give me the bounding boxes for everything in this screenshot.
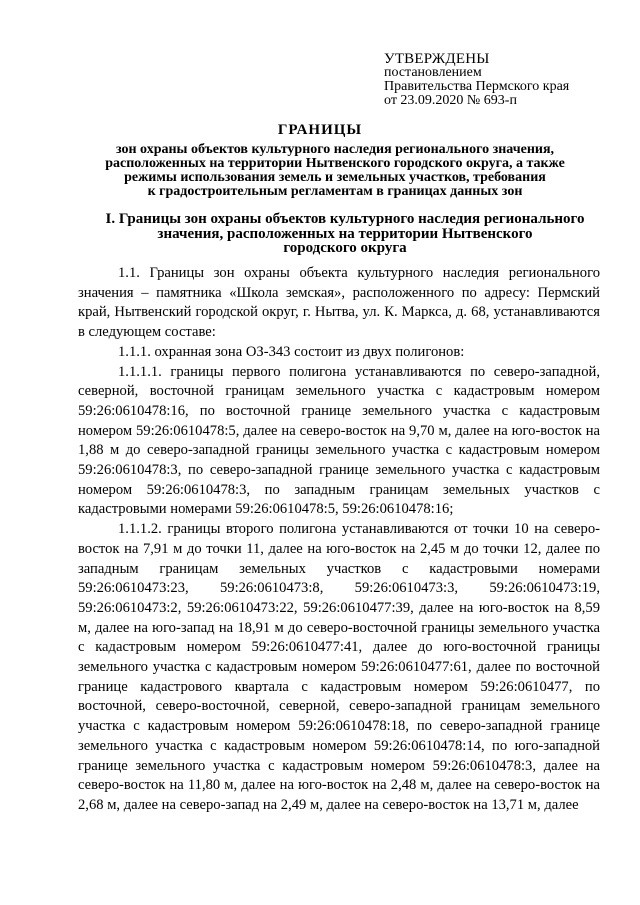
approval-line-3: от 23.09.2020 № 693-п — [384, 93, 517, 108]
paragraph-1-1-1-2: 1.1.1.2. границы второго полигона устанавливаются от точки 10 на северо-восток на 7,91 м до точки 11, далее на юго-восток на 2,45 м до точки 12, далее по западным границам земельных участков с кадастровыми номерами 59:26:0610473:23, 59:26:0610473:8, 59:26:0610473:3, 59:26:0610473:19, 59:26:0610473:2, 59:26:0610473:22, 59:26:0610477:39, далее на юго-восток на 8,59 м, далее на юго-запад на 18,91 м до северо-восточной границы земельного участка с кадастровым номером 59:26:0610477:41, далее до юго-восточной границы земельного участка с кадастровым номером 59:26:0610477:61, далее по восточной границе кадастрового квартала с кадастровым номером 59:26:0610477, по восточной, северо-восточной, северной, северо-западной границам земельного участка с кадастровым номером 59:26:0610478:18, по северо-западной границе земельного участка с кадастровым номером 59:26:0610478:14, по юго-западной границе земельного участка с кадастровым номером 59:26:0610478:3, далее на северо-восток на 11,80 м, далее на юго-восток на 2,48 м, далее на северо-восток на 2,68 м, далее на северо-запад на 2,49 м, далее на северо-восток на 13,71 м, далее — [78, 521, 600, 813]
subtitle-line: режимы использования земель и земельных участков, требования — [124, 170, 546, 185]
paragraph-1-1: 1.1. Границы зон охраны объекта культурного наследия регионального значения – памятника «Школа земская», расположенного по адресу: Пермский край, Нытвенский городской округ, г. Нытва, ул. К. Маркса, д. 68, устанавливаются в следующем составе: — [78, 265, 600, 341]
subtitle-line: расположенных на территории Нытвенского городского округа, а также — [105, 156, 565, 171]
paragraph-1-1-1-1: 1.1.1.1. границы первого полигона устанавливаются по северо-западной, северной, восточной границам земельного участка с кадастровым номером 59:26:0610478:16, по восточной границе земельного участка с кадастровым номером 59:26:0610478:5, далее на северо-восток на 9,70 м, далее на юго-восток на 1,88 м до северо-западной границы земельного участка с кадастровым номером 59:26:0610478:3, по северо-западной границе земельного участка с кадастровым номером 59:26:0610478:3, по западным границам земельных участков с кадастровыми номерами 59:26:0610478:5, 59:26:0610478:16; — [78, 363, 600, 518]
approval-stamp — [384, 52, 569, 108]
subtitle-line: зон охраны объектов культурного наследия регионального значения, — [115, 142, 555, 157]
document-title: ГРАНИЦЫ — [277, 122, 363, 138]
section-heading — [90, 212, 600, 256]
section-heading-line: значения, расположенных на территории Нытвенского — [157, 225, 533, 242]
approval-heading: УТВЕРЖДЕНЫ — [384, 51, 490, 67]
approval-line-1: постановлением — [384, 65, 482, 80]
approval-line-2: Правительства Пермского края — [384, 79, 570, 94]
section-heading-line: городского округа — [283, 240, 407, 256]
section-heading-line: I. Границы зон охраны объектов культурного наследия регионального — [105, 211, 585, 227]
document-subtitle — [70, 143, 600, 199]
paragraph-1-1-1: 1.1.1. охранная зона ОЗ-343 состоит из двух полигонов: — [118, 343, 465, 360]
document-body — [78, 264, 600, 816]
subtitle-line: к градостроительным регламентам в границах данных зон — [147, 184, 523, 199]
